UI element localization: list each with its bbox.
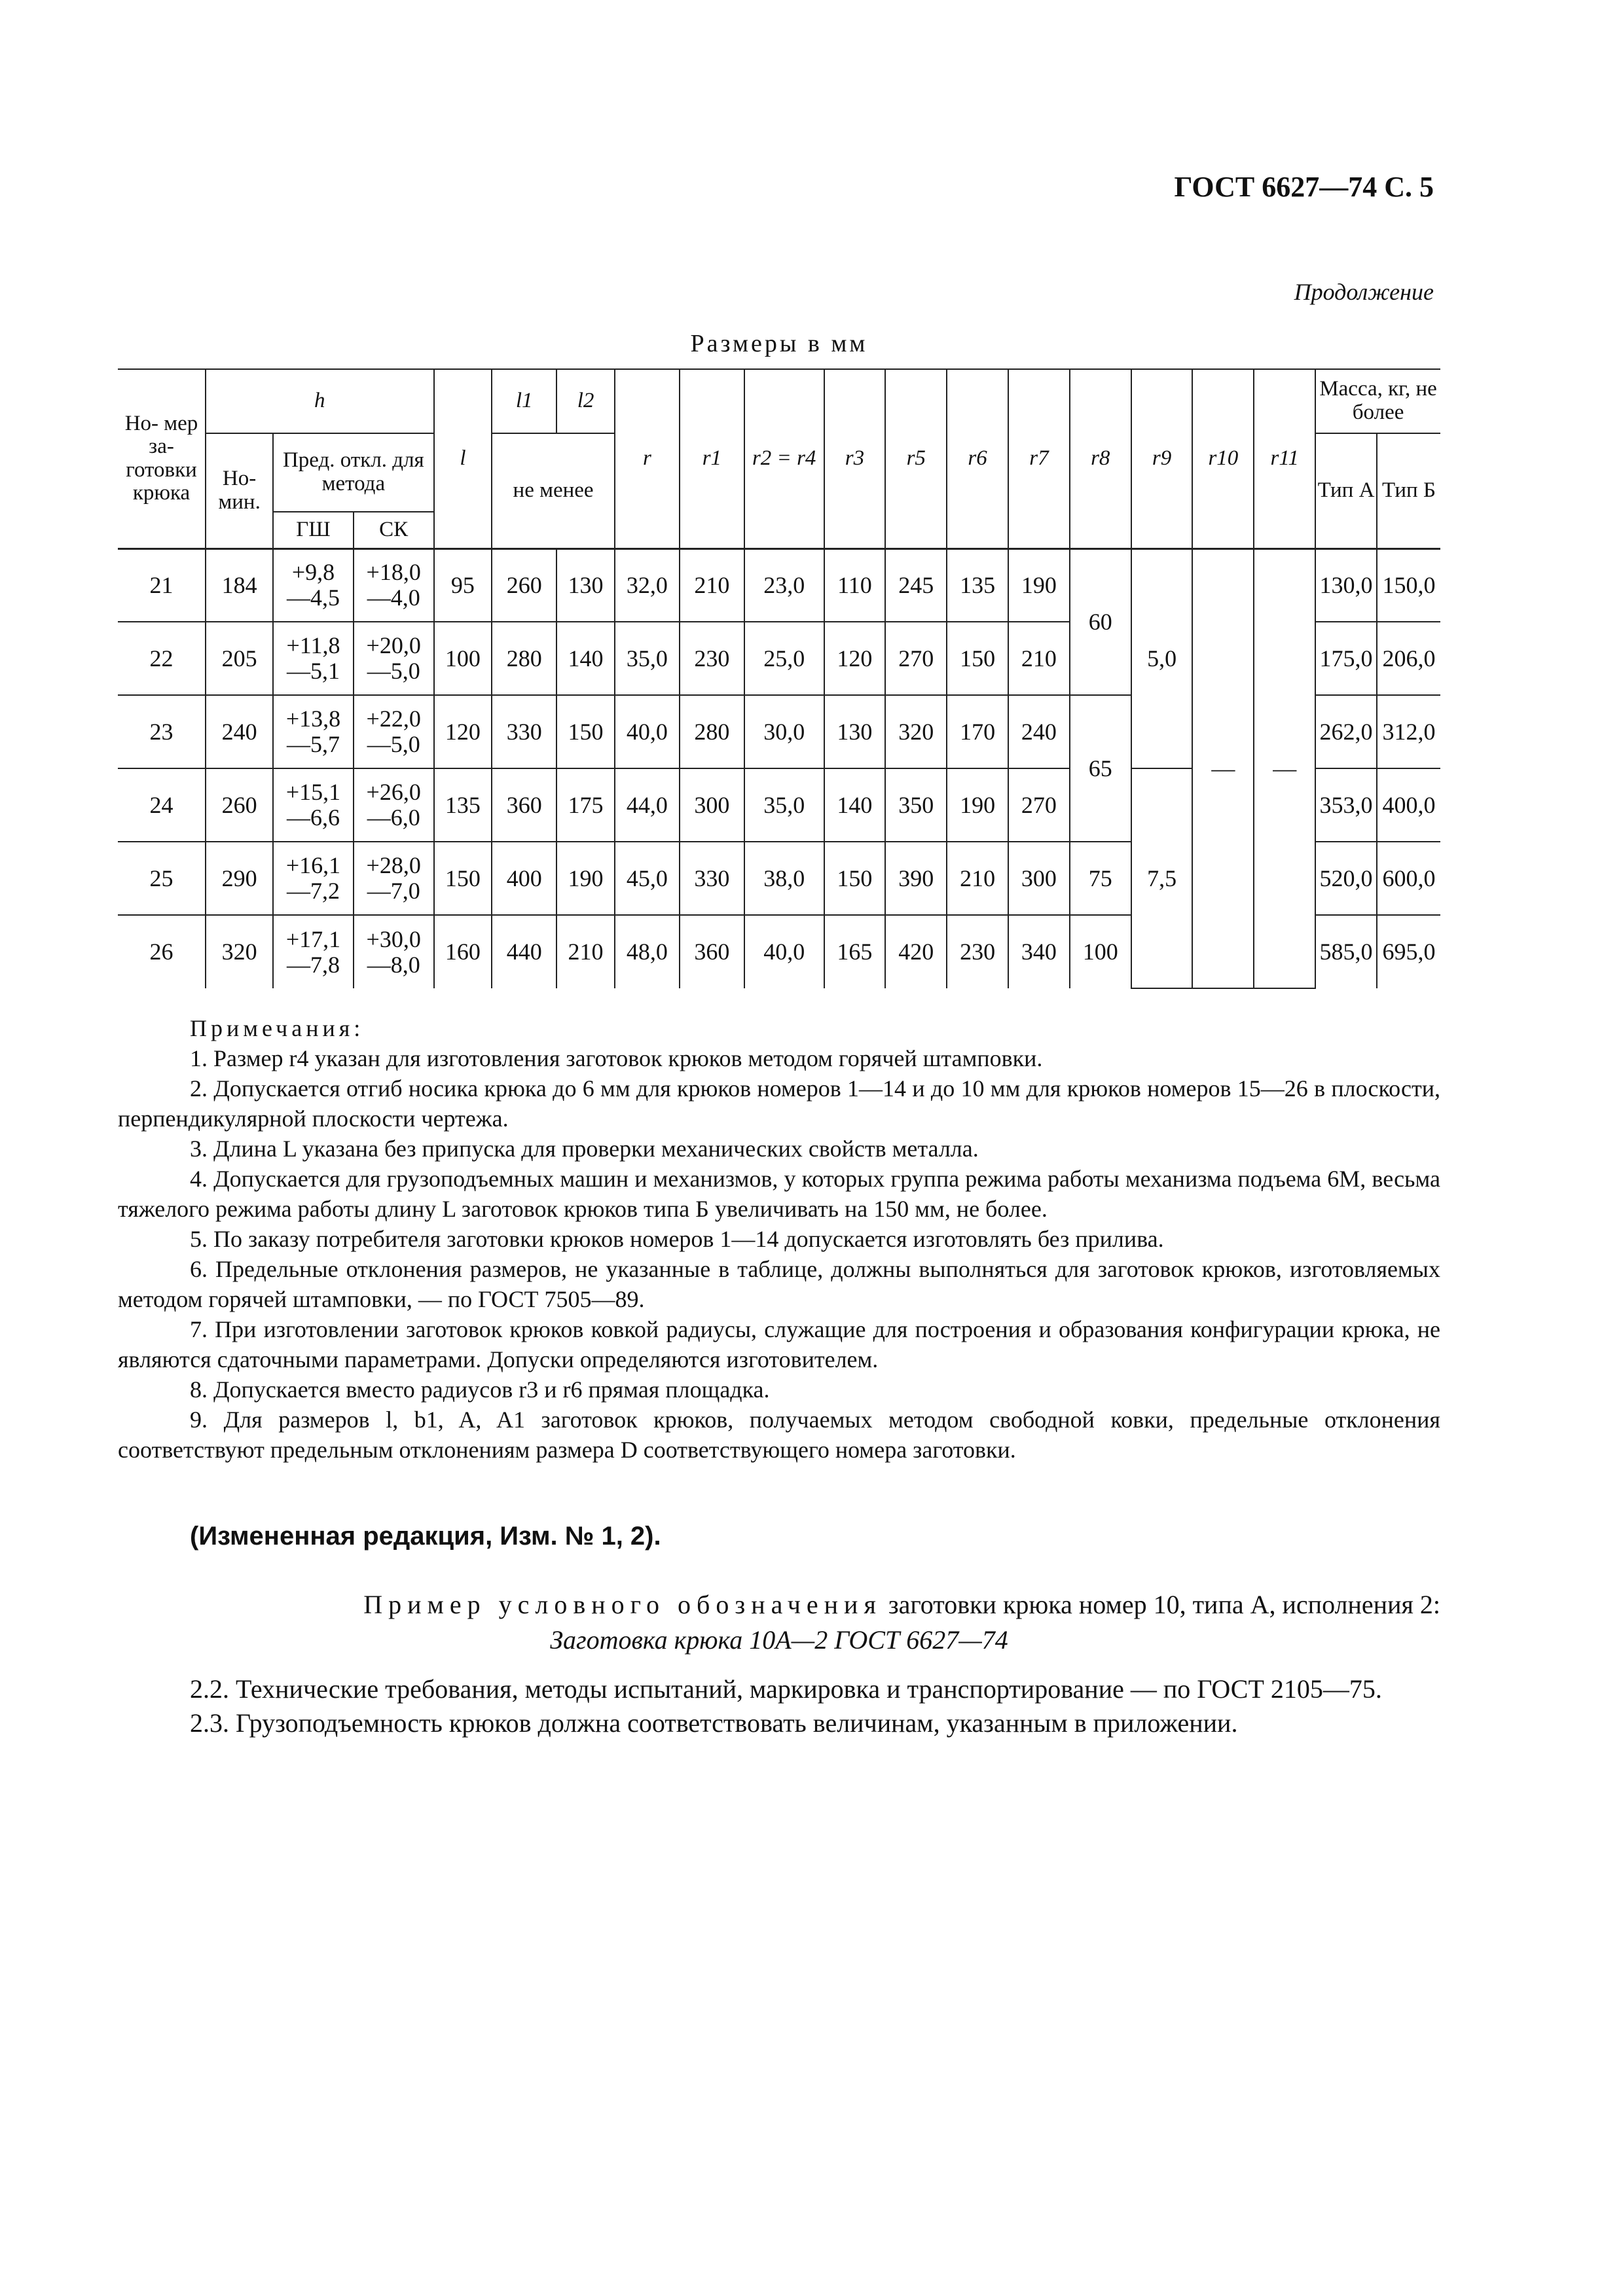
cell-sk-tolerance [354,622,434,695]
header-r: r [615,369,680,548]
header-h-deviation: Пред. откл. для метода [273,433,433,512]
note-item: 4. Допускается для грузоподъемных машин и механизмов, у которых группа режима работы механизма подъема 6М, весьма тяжелого режима работы длину L заготовок крюков типа Б увеличивать на 150 мм, не более. [118,1166,1440,1222]
cell-r11-merged: — [1254,548,1315,988]
cell-r2: 30,0 [744,695,824,768]
header-r1: r1 [680,369,744,548]
note-item: 2. Допускается отгиб носика крюка до 6 мм для крюков номеров 1—14 и до 10 мм для крюков номеров 15—26 в плоскости, перпендикулярной плоскости чертежа. [118,1075,1440,1132]
note-item: 1. Размер r4 указан для изготовления заготовок крюков методом горячей штамповки. [190,1045,1043,1071]
cell-r5: 270 [885,622,947,695]
header-h: h [206,369,434,433]
clauses-section [118,1672,1440,1740]
note-item: 3. Длина L указана без припуска для проверки механических свойств металла. [190,1136,979,1162]
header-r11: r11 [1254,369,1315,548]
header-type-b: Тип Б [1377,433,1440,548]
cell-l1: 440 [492,915,556,988]
cell-r2: 25,0 [744,622,824,695]
cell-h: 184 [206,548,273,622]
cell-r: 45,0 [615,842,680,915]
cell-mass-a: 130,0 [1315,548,1377,622]
cell-mass-b: 150,0 [1377,548,1440,622]
example-text: заготовки крюка номер 10, типа А, исполнения 2: [881,1590,1440,1619]
tol-minus: —5,0 [367,658,420,684]
example-designation: Заготовка крюка 10А—2 ГОСТ 6627—74 [550,1625,1008,1655]
cell-r3: 110 [824,548,886,622]
cell-r3: 150 [824,842,886,915]
cell-gsh-tolerance [273,842,354,915]
cell-number: 21 [118,548,206,622]
tol-plus: +15,1 [285,779,341,806]
cell-r8: 100 [1070,915,1131,988]
header-r2-r4: r2 = r4 [744,369,824,548]
cell-r5: 390 [885,842,947,915]
tol-minus: —4,0 [367,584,420,611]
tol-plus: +17,1 [285,925,341,952]
notes-title: Примечания: [190,1015,365,1041]
cell-r2: 35,0 [744,768,824,842]
page-header: ГОСТ 6627—74 С. 5 [1174,171,1434,203]
cell-r6: 135 [947,548,1008,622]
header-l1: l1 [492,369,556,433]
cell-l1: 400 [492,842,556,915]
cell-number: 22 [118,622,206,695]
cell-number: 26 [118,915,206,988]
tol-plus: +9,8 [291,559,335,586]
tol-plus: +18,0 [366,559,421,586]
cell-l2: 175 [556,768,615,842]
cell-h: 240 [206,695,273,768]
cell-r6: 230 [947,915,1008,988]
designation-example [118,1587,1440,1658]
cell-sk-tolerance [354,842,434,915]
cell-r3: 130 [824,695,886,768]
header-r10: r10 [1192,369,1254,548]
clause-item: 2.2. Технические требования, методы испытаний, маркировка и транспортирование — по ГОСТ 2105—75. [190,1674,1382,1704]
header-r3: r3 [824,369,886,548]
cell-r1: 300 [680,768,744,842]
note-item: 6. Предельные отклонения размеров, не указанные в таблице, должны выполняться для заготовок крюков, изготовляемых методом горячей штамповки, — по ГОСТ 7505—89. [118,1256,1440,1312]
tol-plus: +11,8 [286,632,340,659]
tol-minus: —7,0 [367,878,420,904]
cell-mass-b: 695,0 [1377,915,1440,988]
header-r9: r9 [1131,369,1193,548]
cell-sk-tolerance [354,768,434,842]
cell-l2: 190 [556,842,615,915]
cell-l: 120 [434,695,492,768]
dimensions-table [118,368,1440,988]
cell-r10-merged: — [1192,548,1254,988]
tol-plus: +13,8 [285,706,341,732]
tol-minus: —7,8 [286,951,340,978]
clause-item: 2.3. Грузоподъемность крюков должна соответствовать величинам, указанным в приложении. [190,1708,1238,1738]
example-lead: Пример условного обозначения [363,1590,882,1619]
cell-r7: 340 [1008,915,1070,988]
cell-l1: 360 [492,768,556,842]
note-item: 5. По заказу потребителя заготовки крюков номеров 1—14 допускается изготовлять без прилива. [190,1226,1164,1252]
cell-l1: 260 [492,548,556,622]
cell-h: 320 [206,915,273,988]
tol-plus: +30,0 [366,925,421,952]
cell-r: 40,0 [615,695,680,768]
cell-l2: 130 [556,548,615,622]
cell-r: 44,0 [615,768,680,842]
cell-number: 25 [118,842,206,915]
cell-l2: 210 [556,915,615,988]
tol-minus: —5,0 [367,731,420,757]
cell-mass-a: 262,0 [1315,695,1377,768]
cell-l2: 150 [556,695,615,768]
tol-minus: —5,7 [286,731,340,757]
cell-r6: 210 [947,842,1008,915]
cell-r2: 38,0 [744,842,824,915]
cell-mass-a: 585,0 [1315,915,1377,988]
cell-l: 135 [434,768,492,842]
continuation-label: Продолжение [1294,279,1434,305]
cell-gsh-tolerance [273,915,354,988]
cell-r1: 330 [680,842,744,915]
tol-minus: —4,5 [286,584,340,611]
cell-gsh-tolerance [273,695,354,768]
cell-r2: 40,0 [744,915,824,988]
cell-r1: 280 [680,695,744,768]
cell-gsh-tolerance [273,548,354,622]
cell-l2: 140 [556,622,615,695]
cell-r1: 360 [680,915,744,988]
tol-minus: —6,6 [286,804,340,831]
cell-r3: 140 [824,768,886,842]
header-not-less: не менее [492,433,615,548]
notes-section [118,1013,1440,1465]
header-r6: r6 [947,369,1008,548]
cell-r7: 270 [1008,768,1070,842]
cell-sk-tolerance [354,548,434,622]
cell-l1: 330 [492,695,556,768]
cell-l: 160 [434,915,492,988]
cell-h: 290 [206,842,273,915]
cell-r8: 75 [1070,842,1131,915]
tol-plus: +26,0 [366,779,421,806]
cell-mass-b: 206,0 [1377,622,1440,695]
cell-mass-a: 353,0 [1315,768,1377,842]
cell-r: 32,0 [615,548,680,622]
cell-r1: 230 [680,622,744,695]
cell-r9-merged: 7,5 [1131,768,1193,988]
note-item: 7. При изготовлении заготовок крюков ковкой радиусы, служащие для построения и образования конфигурации крюка, не являются сдаточными параметрами. Допуски определяются изготовителем. [118,1316,1440,1372]
cell-r5: 420 [885,915,947,988]
cell-h: 205 [206,622,273,695]
tol-minus: —7,2 [286,878,340,904]
cell-mass-b: 400,0 [1377,768,1440,842]
cell-r7: 240 [1008,695,1070,768]
cell-r: 35,0 [615,622,680,695]
cell-gsh-tolerance [273,622,354,695]
header-number: Но- мер за- готовки крюка [118,369,206,548]
cell-sk-tolerance [354,915,434,988]
header-r7: r7 [1008,369,1070,548]
cell-r6: 190 [947,768,1008,842]
cell-r8-merged: 60 [1070,548,1131,695]
note-item: 8. Допускается вместо радиусов r3 и r6 прямая площадка. [190,1376,770,1403]
cell-r3: 165 [824,915,886,988]
cell-mass-a: 520,0 [1315,842,1377,915]
cell-r7: 300 [1008,842,1070,915]
table-caption: Размеры в мм [690,330,868,357]
cell-r5: 320 [885,695,947,768]
header-sk: СК [354,512,434,548]
header-r5: r5 [885,369,947,548]
cell-r5: 350 [885,768,947,842]
cell-r6: 170 [947,695,1008,768]
cell-l: 100 [434,622,492,695]
example-line [118,1587,1440,1623]
cell-mass-a: 175,0 [1315,622,1377,695]
cell-sk-tolerance [354,695,434,768]
cell-number: 24 [118,768,206,842]
cell-r8-merged: 65 [1070,695,1131,842]
cell-r2: 23,0 [744,548,824,622]
amendment-note: (Измененная редакция, Изм. № 1, 2). [190,1522,661,1551]
header-l: l [434,369,492,548]
cell-l: 95 [434,548,492,622]
cell-r3: 120 [824,622,886,695]
header-r8: r8 [1070,369,1131,548]
header-l2: l2 [556,369,615,433]
cell-r1: 210 [680,548,744,622]
cell-gsh-tolerance [273,768,354,842]
table-row [118,548,1440,622]
cell-mass-b: 312,0 [1377,695,1440,768]
cell-number: 23 [118,695,206,768]
tol-plus: +16,1 [285,852,341,879]
tol-minus: —8,0 [367,951,420,978]
cell-r9-merged: 5,0 [1131,548,1193,768]
cell-l1: 280 [492,622,556,695]
cell-h: 260 [206,768,273,842]
cell-l: 150 [434,842,492,915]
header-mass: Масса, кг, не более [1315,369,1440,433]
cell-r7: 210 [1008,622,1070,695]
note-item: 9. Для размеров l, b1, A, A1 заготовок крюков, получаемых методом свободной ковки, предельные отклонения соответствуют предельным отклонениям размера D соответствующего номера заготовки. [118,1407,1440,1463]
tol-minus: —5,1 [286,658,340,684]
tol-plus: +28,0 [366,852,421,879]
cell-mass-b: 600,0 [1377,842,1440,915]
cell-r7: 190 [1008,548,1070,622]
cell-r5: 245 [885,548,947,622]
tol-plus: +20,0 [366,632,421,659]
cell-r6: 150 [947,622,1008,695]
header-type-a: Тип А [1315,433,1377,548]
tol-minus: —6,0 [367,804,420,831]
header-h-nominal: Но- мин. [206,433,273,548]
header-gsh: ГШ [273,512,354,548]
cell-r: 48,0 [615,915,680,988]
tol-plus: +22,0 [366,706,421,732]
